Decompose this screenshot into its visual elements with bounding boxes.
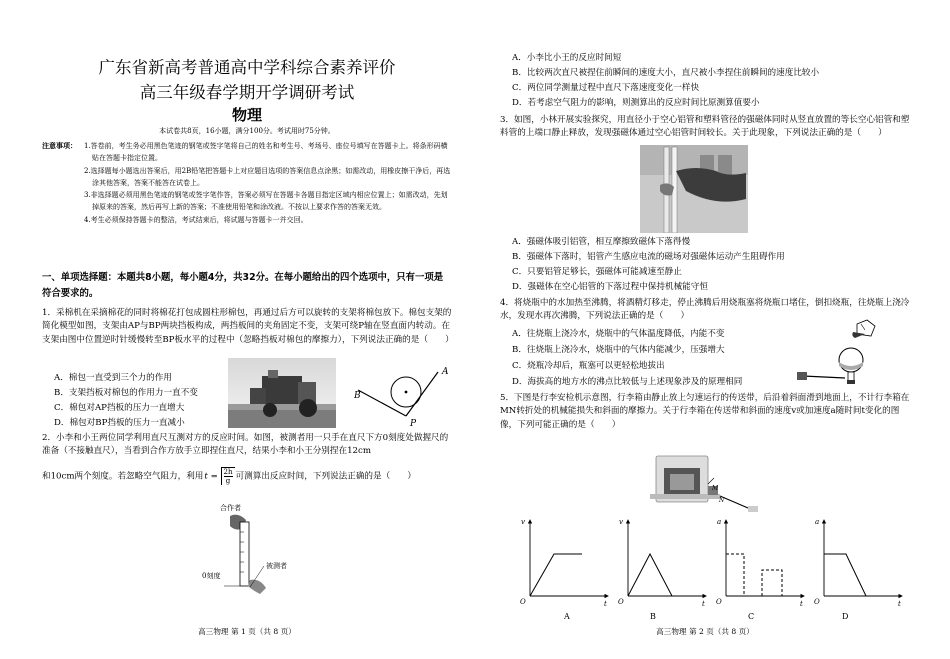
magnet-experiment-photo (640, 145, 748, 233)
graph-A (520, 518, 608, 621)
notes-label: 注意事项： (42, 141, 77, 150)
note-4: 4.考生必须保持答题卡的整洁，考试结束后，将试题与答题卡一并交回。 (84, 215, 308, 224)
flask-diagram (795, 318, 895, 390)
q1-option-b: B．支架挡板对棉包的作用力一直不变 (54, 388, 198, 398)
graph-a-label: A (564, 612, 570, 621)
exam-title-line1: 广东省新高考普通高中学科综合素养评价 (98, 58, 396, 77)
graph-c-origin: O (716, 598, 722, 606)
graph-C (716, 518, 804, 621)
label-B: B (354, 391, 361, 401)
notes (42, 140, 452, 226)
answer-graphs (512, 514, 910, 624)
exam-title-line2: 高三年级春学期开学调研考试 (139, 83, 355, 102)
graph-d-t: t (898, 600, 901, 608)
q2-option-c: C．两位同学测量过程中直尺下落速度变化一样快 (512, 83, 700, 93)
label-zero-mark: 0刻度 (202, 572, 221, 580)
graph-b-origin: O (618, 598, 624, 606)
graph-b-label: B (650, 612, 656, 621)
question-4: 4．将烧瓶中的水加热至沸腾，将酒精灯移走，停止沸腾后用烧瓶塞将烧瓶口堵住，倒扣烧瓶，往烧瓶上浇冷水，发现水再次沸腾，下列说法正确的是（ ） (500, 298, 910, 322)
q3-option-c: C．只要铝管足够长，强磁体可能减速至静止 (512, 267, 682, 277)
formula-numerator: 2h (223, 468, 233, 476)
q3-option-b: B．强磁体下落时，铝管产生感应电流的磁场对强磁体运动产生阻碍作用 (512, 252, 785, 262)
ruler-diagram (192, 498, 312, 616)
graph-b-t: t (702, 600, 705, 608)
graph-d-axis: a (815, 518, 820, 526)
graph-d-label: D (842, 612, 849, 621)
label-N: N (719, 497, 725, 504)
question-1: 1．采棉机在采摘棉花的同时将棉花打包成圆柱形棉包，再通过后方可以旋转的支架将棉包放下。棉包支架的简化模型如图，支架由AP与BP两块挡板构成，两挡板间的夹角固定不变，支架可绕P轴在竖直面内转动。在支架由图中位置逆时针缓慢转至BP板水平的过程中（忽略挡板对棉包的摩擦力），下列说法正确的是（ ） (42, 308, 454, 345)
question-2-cont (42, 467, 452, 485)
page-1 (42, 0, 452, 659)
subject-title: 物理 (231, 106, 262, 124)
graph-a-t: t (604, 600, 607, 608)
note-2: 2.选择题每小题选出答案后，用2B铅笔把答题卡上对应题目选项的答案信息点涂黑；如需改动，用橡皮擦干净后，再选涂其他答案，答案不能答在试卷上。 (84, 166, 451, 187)
q2-text-before-formula: 和10cm两个刻度。若忽略空气阻力，利用 (42, 471, 204, 482)
graph-d-origin: O (814, 598, 820, 606)
formula-denominator: g (225, 477, 231, 486)
section-heading: 一、单项选择题：本题共8小题，每小题4分，共32分。在每小题给出的四个选项中，只有一项是符合要求的。 (42, 272, 444, 299)
label-partner: 合作者 (220, 504, 241, 512)
q1-option-a: A．棉包一直受到三个力的作用 (54, 373, 172, 383)
q1-option-d: D．棉包对BP挡板的压力一直减小 (54, 418, 185, 428)
label-A: A (442, 367, 449, 377)
exam-meta: 本试卷共8页，16小题，满分100分。考试用时75分钟。 (159, 127, 335, 135)
graph-B (618, 518, 706, 621)
graph-c-t: t (800, 600, 803, 608)
label-P: P (410, 419, 417, 429)
q3-option-d: D．强磁体在空心铝管的下落过程中保持机械能守恒 (512, 282, 708, 292)
graph-a-origin: O (520, 598, 526, 606)
footer-page-1: 高三物理 第 1 页（共 8 页） (198, 627, 296, 636)
note-3: 3.非选择题必须用黑色笔迹的钢笔或签字笔作答，答案必须写在答题卡各题目指定区域内相应位置上；如需改动，先划掉原来的答案，然后再写上新的答案；不准使用铅笔和涂改液。不按以上要求作答的答案无效。 (84, 191, 448, 212)
reaction-time-formula (204, 467, 234, 485)
q4-option-c: C．烧瓶冷却后，瓶塞可以更轻松地拔出 (512, 361, 665, 371)
note-1: 1.答卷前，考生务必用黑色笔迹的钢笔或签字笔将自己的姓名和考生号、考场号、座位号填写在答题卡上。将条形码横贴在答题卡指定位置。 (84, 142, 448, 163)
q2-option-b: B．比较两次直尺被捏住前瞬间的速度大小，直尺被小李捏住前瞬间的速度比较小 (512, 68, 820, 78)
q1-option-c: C．棉包对AP挡板的压力一直增大 (54, 403, 185, 413)
q4-option-a: A．往烧瓶上浇冷水，烧瓶中的气体温度降低，内能不变 (512, 329, 725, 339)
question-3: 3．如图，小林开展实验探究，用直径小于空心铝管和塑料管径的强磁体同时从竖直放置的等长空心铝管和塑料管的上端口静止释放，发现强磁体通过空心铝管时间较长。关于此现象，下列说法正确的是（ ） (500, 115, 910, 139)
label-subject: 被测者 (266, 562, 287, 570)
graph-c-axis: a (717, 518, 722, 526)
question-2: 2．小李和小王两位同学利用直尺互测对方的反应时间。如图，被测者用一只手在直尺下方0刻度处做握尺的准备（不接触直尺），当看到合作方放手立即捏住直尺，结果小李和小王分别捏在12cm (42, 433, 449, 457)
graph-b-axis: v (619, 518, 623, 526)
page-2 (500, 0, 910, 659)
footer-page-2: 高三物理 第 2 页（共 8 页） (656, 627, 754, 636)
q2-option-a: A．小李比小王的反应时间短 (512, 53, 622, 63)
q3-option-a: A．强磁体吸引铝管，相互摩擦致磁体下落得慢 (512, 237, 691, 247)
q2-text-after-formula: 可测算出反应时间，下列说法正确的是（ ） (235, 471, 416, 482)
security-scanner-illustration (650, 450, 760, 516)
cotton-picker-photo (228, 358, 336, 428)
bracket-diagram (354, 362, 454, 430)
q4-option-b: B．往烧瓶上浇冷水，烧瓶中的气体内能减少，压强增大 (512, 345, 725, 355)
graph-D (814, 518, 902, 621)
q4-option-d: D．海拔高的地方水的沸点比较低与上述现象涉及的原理相同 (512, 377, 743, 387)
graph-a-axis: v (521, 518, 525, 526)
label-M: M (712, 485, 719, 492)
graph-c-label: C (748, 612, 755, 621)
formula-lhs: t = (204, 471, 218, 482)
q2-option-d: D．若考虑空气阻力的影响，则测算出的反应时间比原测算值要小 (512, 98, 760, 108)
question-5: 5．下图是行李安检机示意图，行李箱由静止放上匀速运行的传送带，后沿着斜面滑到地面上，不计行李箱在MN转折处的机械能损失和斜面的摩擦力。关于行李箱在传送带和斜面的速度v或加速度a随时间t变化的图像，下列可能正确的是（ ） (500, 393, 910, 430)
